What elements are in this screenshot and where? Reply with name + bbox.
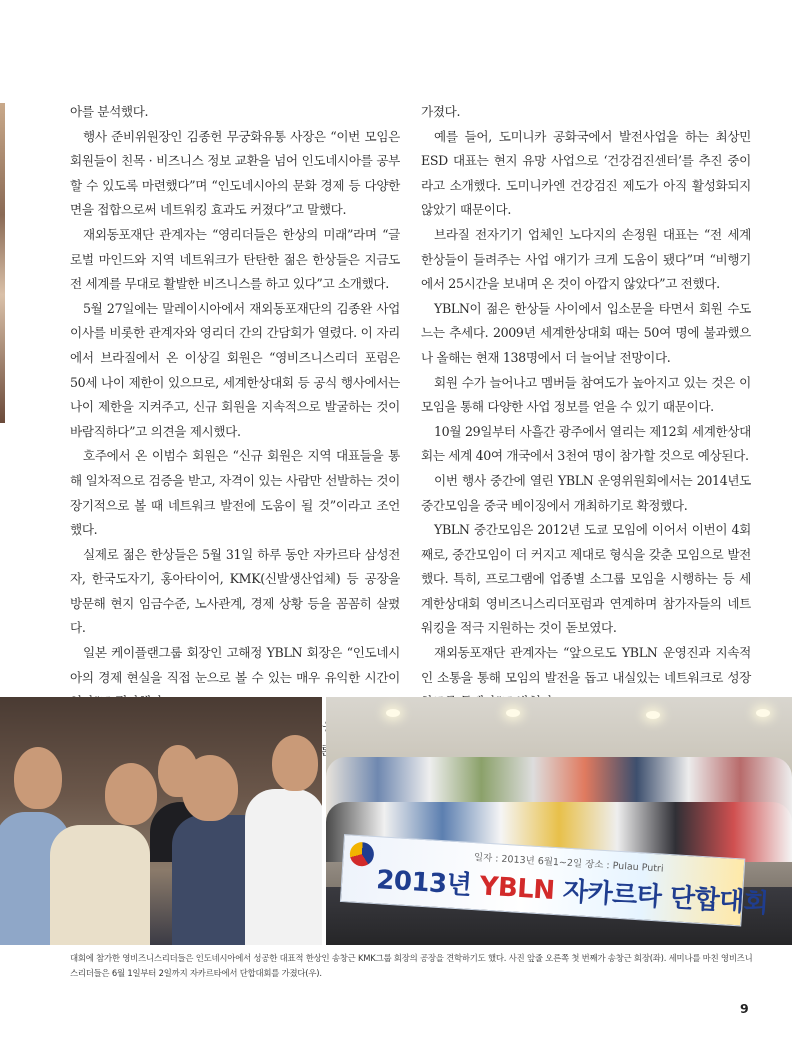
person-head (105, 763, 157, 825)
banner-title-org: YBLN (478, 871, 556, 906)
banner-title-rest: 자카르타 단합대회 (553, 876, 770, 920)
paragraph-text: 재외동포재단 관계자는 “앞으로도 YBLN 운영진과 지속적인 소통을 통해 모임의 발전을 돕고 내실있는 네트워크로 성장 (421, 645, 751, 685)
photo-caption: 대회에 참가한 영비즈니스리더들은 인도네시아에서 성공한 대표적 한상인 송창근 KMK그룹 회장의 공장을 견학하기도 했다. 사진 앞줄 오른쪽 첫 번째가 송창근 회장(좌). 세미나를 마친 영비즈니스리더들은 6월 1일부터 2일까지 자카르타에서 단합대회를 가졌다(우). (70, 953, 753, 978)
page-number: 9 (740, 1001, 749, 1016)
banner-subtitle: 일자 : 2013년 6월1~2일 장소 : Pulau Putri (473, 852, 664, 875)
article-left-column (70, 100, 400, 764)
paragraph: 행사 준비위원장인 김종헌 무궁화유통 사장은 “이번 모임은 회원들이 친목 · 비즈니스 정보 교환을 넘어 인도네시아를 공부할 수 있도록 마련했다”며 “인도네시아의 문화 경제 등 다양한 면을 접합으로써 네트워킹 효과도 커졌다”고 말했다. (70, 128, 400, 218)
paragraph: 재외동포재단 관계자는 “영리더들은 한상의 미래”라며 “글로벌 마인드와 지역 네트워크가 탄탄한 젊은 한상들은 지금도 전 세계를 무대로 활발한 비즈니스를 하고 있다”고 소개했다. (70, 226, 400, 292)
photo-factory-visit (0, 697, 322, 945)
ceiling-lamp (506, 709, 520, 717)
ybln-logo-icon (349, 841, 374, 866)
banner-title-year: 2013년 (375, 865, 481, 902)
ceiling-lamp (646, 711, 660, 719)
paragraph: 5월 27일에는 말레이시아에서 재외동포재단의 김종완 사업이사를 비롯한 관계자와 영리더 간의 간담회가 열렸다. 이 자리에서 브라질에서 온 이상길 회원은 “영비즈니스리더 포럼은 50세 나이 제한이 있으므로, 세계한상대회 등 공식 행사에서는 나이 제한을 지켜주고, 신규 회원을 지속적으로 발굴하는 것이 바람직하다”고 의견을 제시했다. (70, 300, 400, 439)
paragraph: YBLN이 젊은 한상들 사이에서 입소문을 타면서 회원 수도 느는 추세다. 2009년 세계한상대회 때는 50여 명에 불과했으나 올해는 현재 138명에서 더 늘어날 전망이다. (421, 300, 751, 365)
person-figure (245, 789, 322, 945)
paragraph: 아를 분석했다. (70, 104, 149, 119)
left-edge-photo-strip (0, 103, 5, 423)
paragraph: 실제로 젊은 한상들은 5월 31일 하루 동안 자카르타 삼성전자, 한국도자기, 홍아타이어, KMK(신발생산업체) 등 공장을 방문해 현지 임금수준, 노사관계, 경제 상황 등을 꼼꼼히 살폈다. (70, 546, 400, 636)
ceiling-lamp (386, 709, 400, 717)
person-head (14, 747, 62, 809)
person-figure (50, 825, 150, 945)
paragraph: 이번 행사 중간에 열린 YBLN 운영위원회에서는 2014년도 중간모임을 중국 베이징에서 개최하기로 확정했다. (421, 472, 751, 513)
paragraph: 일본 케이플랜그룹 회장인 고해정 YBLN 회장은 “인도네시아의 경제 현실을 직접 눈으로 볼 수 있는 매우 유익한 시간이 (70, 645, 400, 685)
ceiling-lamp (756, 709, 770, 717)
paragraph: 회원 수가 늘어나고 멤버들 참여도가 높아지고 있는 것은 이 모임을 통해 다양한 사업 정보를 얻을 수 있기 때문이다. (421, 374, 751, 415)
paragraph: 호주에서 온 이범수 회원은 “신규 회원은 지역 대표들을 통해 일차적으로 검증을 받고, 자격이 있는 사람만 선발하는 것이 장기적으로 볼 때 네트워크 발전에 도움이 될 것”이라고 조언했다. (70, 448, 400, 538)
paragraph: 금융 (310, 718, 335, 734)
person-head (272, 735, 318, 791)
photo-group-rally (326, 697, 792, 945)
paragraph: 가졌다. (421, 104, 461, 119)
paragraph: YBLN 중간모임은 2012년 도쿄 모임에 이어서 이번이 4회째로, 중간모임이 더 커지고 제대로 형식을 갖춘 모임으로 발전했다. 특히, 프로그램에 업종별 소그룹 모임을 시행하는 등 세계한상대회 영비즈니스리더포럼과 연계하며 참가자들의 네트워킹을 적극 지원하는 것이 돋보였다. (421, 522, 751, 636)
person-head (182, 755, 238, 821)
paragraph: 10월 29일부터 사흘간 광주에서 열리는 제12회 세계한상대회는 세계 40여 개국에서 3천여 명이 참가할 것으로 예상된다. (421, 423, 751, 464)
paragraph: 브라질 전자기기 업체인 노다지의 손정원 대표는 “전 세계 한상들이 들려주는 사업 얘기가 크게 도움이 됐다”며 “비행기에서 25시간을 보내며 온 것이 아깝지 않았다”고 전했다. (421, 226, 751, 292)
paragraph: 예를 들어, 도미니카 공화국에서 발전사업을 하는 최상민 ESD 대표는 현지 유망 사업으로 ‘건강검진센터’를 추진 중이라고 소개했다. 도미니카엔 건강검진 제도가 아직 활성화되지 않았기 때문이다. (421, 128, 751, 218)
article-right-column (421, 100, 751, 715)
